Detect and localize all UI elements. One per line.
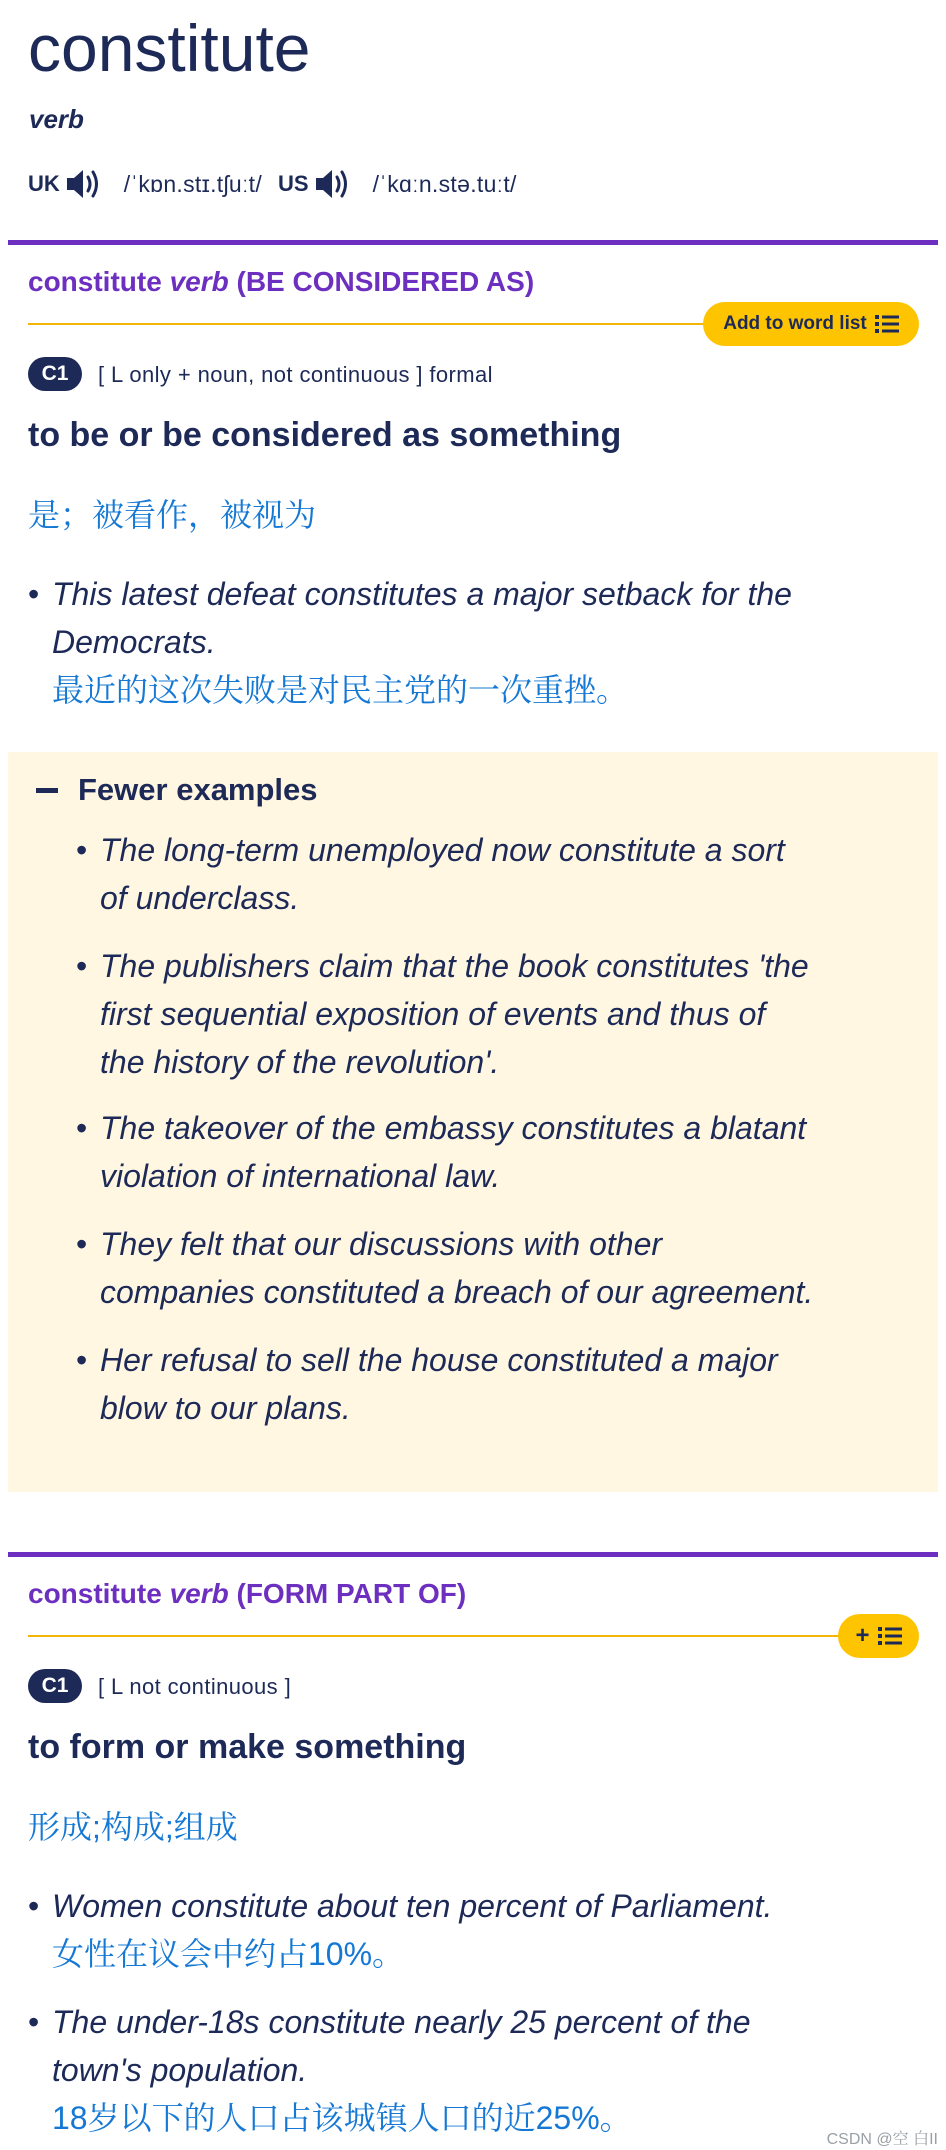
us-ipa: /ˈkɑːn.stə.tuːt/	[372, 170, 517, 197]
definition-translation: 是；被看作，被视为	[28, 497, 317, 533]
cefr-level-badge: C1	[28, 1669, 82, 1703]
example-line: Her refusal to sell the house constituted a major	[100, 1342, 778, 1378]
example-line: blow to our plans.	[100, 1390, 351, 1426]
sense-divider	[8, 1552, 938, 1557]
bullet: •	[76, 1342, 88, 1378]
bullet: •	[76, 948, 88, 984]
fewer-examples-toggle[interactable]	[36, 772, 318, 808]
bullet: •	[76, 832, 88, 868]
plus-icon: +	[855, 1622, 870, 1649]
more-example-item	[76, 826, 876, 922]
example-translation: 女性在议会中约占10%。	[52, 1936, 405, 1972]
sense-underline	[28, 1635, 858, 1637]
example-line: The long-term unemployed now constitute a sort	[100, 832, 785, 868]
bullet: •	[76, 1110, 88, 1146]
example-line: the history of the revolution'.	[100, 1044, 500, 1080]
sense-word: constitute	[28, 1578, 162, 1609]
register-label: formal	[429, 362, 493, 387]
example-line: of underclass.	[100, 880, 300, 916]
definition-translation: 形成;构成;组成	[28, 1809, 238, 1845]
cefr-level-badge: C1	[28, 357, 82, 391]
part-of-speech: verb	[29, 104, 84, 134]
more-example-item	[76, 1220, 876, 1316]
sense-pos: verb	[169, 1578, 229, 1609]
list-icon	[878, 1626, 902, 1646]
example-translation: 18岁以下的人口占该城镇人口的近25%。	[52, 2100, 632, 2136]
sense-title	[28, 266, 534, 298]
example-text: The under-18s constitute nearly 25 percent of the	[52, 2004, 751, 2040]
example-line: The takeover of the embassy constitutes a blatant	[100, 1110, 807, 1146]
us-label: US	[278, 171, 309, 196]
example-item	[28, 1882, 888, 1978]
example-text-cont: town's population.	[52, 2052, 308, 2088]
example-text: Women constitute about ten percent of Parliament.	[52, 1888, 773, 1924]
sense-pos: verb	[169, 266, 229, 297]
example-line: first sequential exposition of events and thus of	[100, 996, 766, 1032]
bullet: •	[28, 2004, 40, 2040]
more-example-item	[76, 1336, 876, 1432]
sense-title	[28, 1578, 466, 1610]
pronunciation-row	[28, 163, 533, 205]
add-to-word-list-label: Add to word list	[723, 313, 867, 334]
grammar-codes	[98, 362, 493, 388]
fewer-examples-label: Fewer examples	[78, 772, 318, 807]
us-audio-speaker-icon[interactable]	[313, 166, 353, 202]
example-line: violation of international law.	[100, 1158, 501, 1194]
guide-word: (FORM PART OF)	[236, 1578, 467, 1609]
more-examples-panel	[8, 752, 938, 1492]
bullet: •	[28, 576, 40, 612]
example-line: companies constituted a breach of our agreement.	[100, 1274, 814, 1310]
example-text: This latest defeat constitutes a major setback for the	[52, 576, 792, 612]
uk-audio-speaker-icon[interactable]	[64, 166, 104, 202]
guide-word: (BE CONSIDERED AS)	[236, 266, 535, 297]
example-line: They felt that our discussions with other	[100, 1226, 663, 1262]
bullet: •	[28, 1888, 40, 1924]
example-line: The publishers claim that the book constitutes 'the	[100, 948, 809, 984]
example-item	[28, 1998, 888, 2142]
grammar-codes: [ L not continuous ]	[98, 1674, 292, 1699]
minus-icon	[36, 788, 58, 793]
uk-label: UK	[28, 171, 60, 196]
example-text-cont: Democrats.	[52, 624, 216, 660]
add-to-word-list-button[interactable]	[838, 1614, 919, 1658]
sense-word: constitute	[28, 266, 162, 297]
more-example-item	[76, 1104, 876, 1200]
sense-divider	[8, 240, 938, 245]
headword: constitute	[28, 11, 311, 85]
definition: to be or be considered as something	[28, 416, 622, 454]
sense-underline	[28, 323, 728, 325]
more-example-item	[76, 942, 876, 1086]
example-item	[28, 570, 888, 714]
uk-ipa: /ˈkɒn.stɪ.tʃuːt/	[123, 170, 263, 197]
bullet: •	[76, 1226, 88, 1262]
list-icon	[875, 314, 899, 334]
definition: to form or make something	[28, 1728, 467, 1766]
grammar-text: [ L only + noun, not continuous ]	[98, 362, 423, 387]
watermark: CSDN @空 白II	[826, 2131, 938, 2148]
add-to-word-list-button[interactable]	[703, 302, 919, 346]
example-translation: 最近的这次失败是对民主党的一次重挫。	[52, 672, 629, 708]
